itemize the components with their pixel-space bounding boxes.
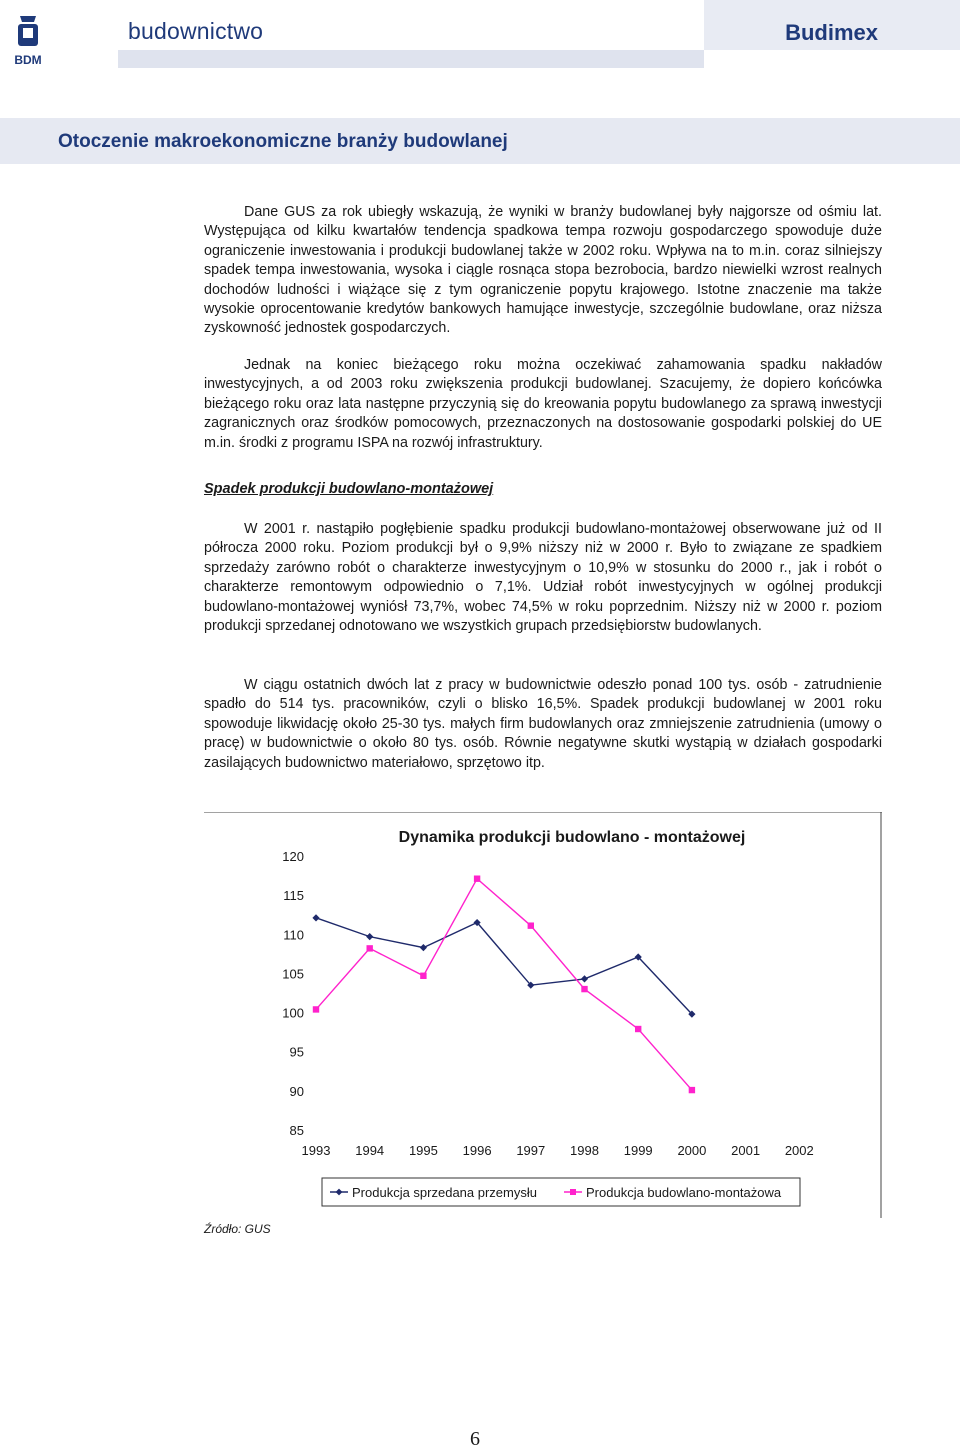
data-point-marker	[474, 876, 480, 882]
logo-text: BDM	[14, 53, 42, 67]
data-point-marker	[367, 945, 373, 951]
y-axis-ticks	[282, 849, 304, 1138]
x-tick-label: 1996	[462, 1143, 492, 1158]
y-tick-label: 85	[289, 1123, 304, 1138]
x-tick-label: 2002	[784, 1143, 814, 1158]
data-point-marker	[581, 975, 588, 982]
x-tick-label: 1999	[623, 1143, 653, 1158]
series-layer	[312, 876, 695, 1094]
paragraph: W 2001 r. nastąpiło pogłębienie spadku produkcji budowlano-montażowej obserwowane już od II półrocza 2000 roku. Poziom produkcji był o 9,9% niższy niż w 2000 r. Było to związane ze spadkiem sprzedaży zarówno robót o charakterze inwestycyjnym o 10,9% w stosunku do 2000 r., jak i robót o charakterze remontowym odpowiednio o 7,1%. Udział robót inwestycyjnych w ogólnej produkcji budowlano-montażowej wyniósł 73,7%, wobec 74,5% w roku poprzednim. Niższy niż w 2000 r. poziom produkcji sprzedanej odnotowano we wszystkich grupach przedsiębiorstw budowlanych.	[204, 521, 882, 635]
data-point-marker	[689, 1087, 695, 1093]
page-number: 6	[470, 1428, 480, 1450]
chart-canvas	[204, 812, 882, 1218]
x-tick-label: 1993	[301, 1143, 331, 1158]
y-tick-label: 115	[283, 888, 304, 904]
logo-crown-shape	[20, 16, 36, 22]
data-point-marker	[313, 1006, 319, 1012]
y-tick-label: 110	[283, 927, 304, 943]
y-tick-label: 105	[282, 966, 304, 982]
production-chart	[204, 812, 882, 1218]
brand-name: Budimex	[785, 20, 878, 45]
series-line	[316, 879, 692, 1090]
x-tick-label: 1997	[516, 1143, 546, 1158]
data-point-marker	[366, 933, 373, 940]
y-tick-label: 100	[282, 1005, 304, 1021]
legend-label: Produkcja budowlano-montażowa	[586, 1185, 782, 1200]
y-tick-label: 90	[289, 1083, 304, 1099]
page-title: Otoczenie makroekonomiczne branży budowlanej	[58, 131, 508, 152]
x-axis-ticks	[302, 1143, 814, 1158]
logo-inner-shape	[23, 28, 33, 38]
data-point-marker	[528, 922, 534, 928]
source-note: Źródło: GUS	[204, 1222, 271, 1236]
paragraph: Dane GUS za rok ubiegły wskazują, że wyniki w branży budowlanej były najgorsze od ośmiu lat. Występująca od kilku kwartałów tendencja spadkowa tempa rozwoju gospodarczego spowoduje duże ograniczenie inwestowania i produkcji budowlanej także w 2002 roku. Wpływa na to m.in. coraz silniejszy spadek tempa inwestowania, wysoka i ciągle rosnąca stopa bezrobocia, bardzo niewielki wzrost realnych dochodów ludności i wiążące się z tym ograniczenie popytu krajowego. Istotne znaczenie ma także wysokie oprocentowanie kredytów bankowych hamujące inwestycje, szczególnie budowlane, oraz niższa zyskowność jednostek gospodarczych.	[204, 204, 882, 337]
legend-marker	[570, 1189, 576, 1195]
section-label: budownictwo	[128, 18, 264, 44]
series-line	[316, 918, 692, 1014]
data-point-marker	[420, 944, 427, 951]
x-tick-label: 2000	[677, 1143, 707, 1158]
data-point-marker	[581, 986, 587, 992]
x-tick-label: 1994	[355, 1143, 385, 1158]
paragraph: Jednak na koniec bieżącego roku można oczekiwać zahamowania spadku nakładów inwestycyjnych, a od 2003 roku zwiększenia produkcji budowlanej. Szacujemy, że dopiero końcówka bieżącego roku oraz lata następne przyczynią się do kreowania popytu budowlanego za sprawą inwestycji zagranicznych oraz środków pomocowych, przeznaczonych na dostosowanie gospodarki polskiej do UE m.in. środki z programu ISPA na rozwój infrastruktury.	[204, 357, 882, 451]
y-tick-label: 95	[289, 1044, 304, 1060]
x-tick-label: 1998	[570, 1143, 599, 1158]
chart-legend	[322, 1178, 800, 1206]
paragraph: W ciągu ostatnich dwóch lat z pracy w budownictwie odeszło ponad 100 tys. osób - zatrudnienie spadło do 514 tys. pracowników, czyli o blisko 16,5%. Spadek produkcji budowlanej w 2001 roku spowoduje likwidację około 25-30 tys. małych firm budowlanych oraz zmniejszenie zatrudnienia (umowy o pracę) w budownictwie o około 80 tys. osób. Równie negatywne skutki wystąpią w działach gospodarki zasilających budownictwo materiałowo, sprzętowo itp.	[204, 677, 882, 771]
data-point-marker	[312, 914, 319, 921]
chart-title: Dynamika produkcji budowlano - montażowej	[398, 829, 746, 846]
data-point-marker	[635, 1026, 641, 1032]
bdm-logo	[8, 14, 48, 70]
x-tick-label: 1995	[408, 1143, 438, 1158]
legend-label: Produkcja sprzedana przemysłu	[352, 1185, 537, 1200]
header-strip	[118, 50, 704, 68]
data-point-marker	[420, 973, 426, 979]
x-tick-label: 2001	[731, 1143, 761, 1158]
y-tick-label: 120	[282, 849, 304, 864]
section-subheading: Spadek produkcji budowlano-montażowej	[204, 481, 494, 497]
